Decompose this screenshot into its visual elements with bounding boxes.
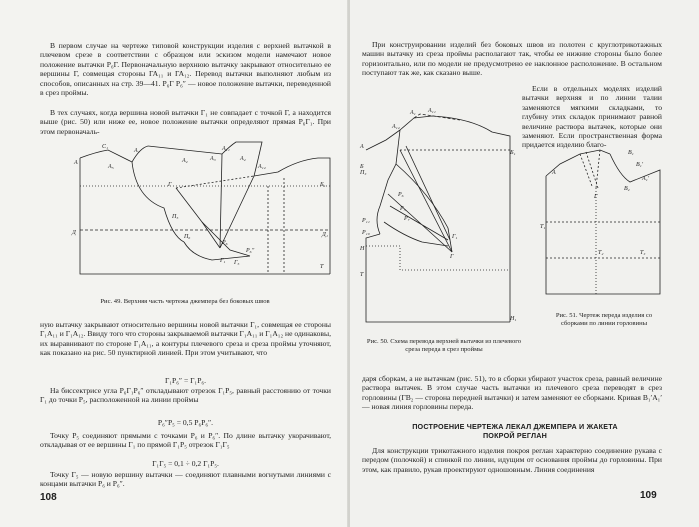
- point-label: А₁′: [642, 176, 650, 182]
- point-label: Д: [72, 230, 76, 236]
- point-label: П₃: [360, 170, 367, 176]
- point-label: С₁: [102, 144, 109, 150]
- point-label: Т: [320, 264, 324, 270]
- point-label: В₁′: [636, 162, 644, 168]
- point-label: Т₁: [540, 224, 546, 230]
- section-heading: ПОСТРОЕНИЕ ЧЕРТЕЖА ЛЕКАЛ ДЖЕМПЕРА И ЖАКЕТА ПОКРОЙ РЕГЛАН: [412, 422, 618, 440]
- right-page: [350, 0, 699, 527]
- point-label: А₁: [134, 148, 140, 154]
- point-label: А₄: [240, 156, 246, 162]
- left-formula-1: Г₁Р₆″ = Г₁Р₆.: [165, 376, 206, 385]
- right-paragraph-3: Для конструкции трикотажного изделия покроя реглан характерно соединение рукава с передом (полочкой) и спинкой по линии, идущим от основания проймы до горловины. При этом, как правило, рукав проектируют одношовным. Линия соединения: [362, 446, 662, 474]
- right-page-number: 109: [640, 490, 657, 501]
- left-paragraph-2: В тех случаях, когда вершина новой вытачки Г₁ не совпадает с точкой Г, а находится выше (рис. 50) или ниже ее, новое положение вытачки определяют прямая Р₆Г₁. При этом первоначаль-: [40, 108, 331, 136]
- figure-49-drawing: [72, 138, 332, 278]
- left-paragraph-1: В первом случае на чертеже типовой конструкции изделия с верхней вытачкой в плечевом срезе в соответствии с образцом или эскизом модели намечают новое положение вытачки Р₆Г. Первоначальную верхнюю вытачку закрывают относительно ее вершины Г, совмещая стороны ГА₁₁ и ГА₁₂. Перевод вытачки выполняют любым из способов, описанных на стр. 39—41. Р₆Г Р₆″ — новое положение вытачки, переведенной в срез проймы.: [40, 41, 331, 98]
- point-label: Т₃: [640, 250, 646, 256]
- figure-50-labels: [359, 108, 516, 322]
- point-label: А₁₁: [222, 146, 230, 152]
- right-paragraph-1: При конструировании изделий без боковых швов из полотен с круглотрикотажных машин вытачку из среза проймы располагают так, чтобы ее нижние стороны было более горизонтально, или по модели не предусмотрено ее наклонное расположение. В остальном поступают так же, как сказано выше.: [362, 40, 662, 78]
- point-label: Г: [594, 194, 598, 200]
- point-label: А₁: [410, 110, 416, 116]
- figure-49-caption: Рис. 49. Верхняя часть чертежа джемпера без боковых швов: [100, 298, 270, 305]
- point-label: Д₁: [322, 232, 328, 238]
- point-label: Г: [168, 182, 172, 188]
- left-page-number: 108: [40, 492, 57, 503]
- point-label: Р₅: [400, 206, 406, 212]
- point-label: Т: [360, 272, 364, 278]
- point-label: А₅: [108, 164, 114, 170]
- left-paragraph-3: ную вытачку закрывают относительно вершины новой вытачки Г₁, совмещая ее стороны Г₁А₁₁ и Г₁А₁₂. Ввиду того что стороны закрываемой вытачки Г₁А₁₁ и Г₁А₁₂ не одинаковы, их выравнивают по стороне Г₁А₁₁, а контуры плечевого среза и среза проймы уточняют, как показано на рис. 50 пунктирной линией. При этом учитывают, что: [40, 320, 331, 358]
- figure-50-drawing: [360, 110, 520, 330]
- point-label: А₃: [210, 156, 216, 162]
- left-formula-3: Г₁Г₅ = 0,1 ÷ 0,2 Г₁Р₅.: [152, 459, 219, 468]
- point-label: А₁₂: [392, 124, 400, 130]
- point-label: Р₁₀: [362, 230, 370, 236]
- point-label: Р₆″: [246, 248, 255, 254]
- point-label: А: [360, 144, 364, 150]
- figure-50-caption: Рис. 50. Схема перевода верхней вытачки из плечевого среза переда в срез проймы: [366, 338, 522, 354]
- point-label: Р₁₁: [362, 218, 370, 224]
- point-label: А₁₂: [258, 164, 266, 170]
- point-label: Н: [360, 246, 365, 252]
- point-label: Р₆: [222, 240, 228, 246]
- point-label: Б₁: [320, 182, 326, 188]
- right-paragraph-2-end: даря сборкам, а не вытачкам (рис. 51), то в сборки убирают участок среза, равный величине раствора вытачек. В этом случае часть вытачки из плечевого среза переводят в срез горловины (ГВ₂ — сторона передней вытачки) и затем заменяют ее сборками. Кривая В₁′А₁′ — новая линия горловины переда.: [362, 374, 662, 412]
- left-paragraph-6: Точку Г₅ — новую вершину вытачки — соединяют плавными вогнутыми линиями с концами вытачки Р₆ и Р₆″.: [40, 470, 331, 489]
- left-formula-2: Р₆″Р₅ = 0,5 Р₆Р₆″.: [157, 418, 214, 427]
- point-label: Б₁: [510, 150, 516, 156]
- right-paragraph-2-start: Если в отдельных моделях изделий вытачки верхняя и по линии талии заменяются мягкими складками, то глубину этих складок принимают равной величине раствора вытачек, которые они заменяют. Если пространственная форма придается изделию благо-: [522, 84, 662, 150]
- figure-51-labels: [540, 150, 650, 256]
- point-label: А: [74, 160, 78, 166]
- point-label: Г₁: [220, 258, 226, 264]
- left-paragraph-5: Точку Р₅ соединяют прямыми с точками Р₆ и Р₆″. По длине вытачку укорачивают, откладывая от ее вершины Г₁ по прямой Г₁Р₅ отрезок Г₁Г₅: [40, 431, 331, 450]
- point-label: Р₆: [398, 192, 404, 198]
- point-label: Н₁: [510, 316, 517, 322]
- figure-51-drawing: [540, 146, 664, 296]
- point-label: В₁: [628, 150, 634, 156]
- point-label: Г: [450, 254, 454, 260]
- point-label: П₅: [172, 214, 179, 220]
- left-paragraph-4: На биссектрисе угла Р₆Г₁Р₆″ откладывают отрезок Г₁Р₅, равный расстоянию от точки Г₁ до точки Р₅, расположенной на линии проймы: [40, 386, 331, 405]
- point-label: А: [552, 170, 556, 176]
- point-label: А₁₁: [428, 108, 436, 114]
- point-label: Т₂: [598, 250, 604, 256]
- left-page: [0, 0, 349, 527]
- point-label: П₆: [184, 234, 191, 240]
- point-label: Г₅: [234, 260, 240, 266]
- point-label: А₂: [182, 158, 188, 164]
- figure-51-caption: Рис. 51. Чертеж переда изделия со сборками по линии горловины: [555, 312, 653, 328]
- point-label: Г₁: [452, 234, 458, 240]
- point-label: В₂: [624, 186, 630, 192]
- point-label: Р₇: [404, 216, 410, 222]
- point-label: Б: [360, 164, 364, 170]
- figure-49-labels: [71, 144, 328, 270]
